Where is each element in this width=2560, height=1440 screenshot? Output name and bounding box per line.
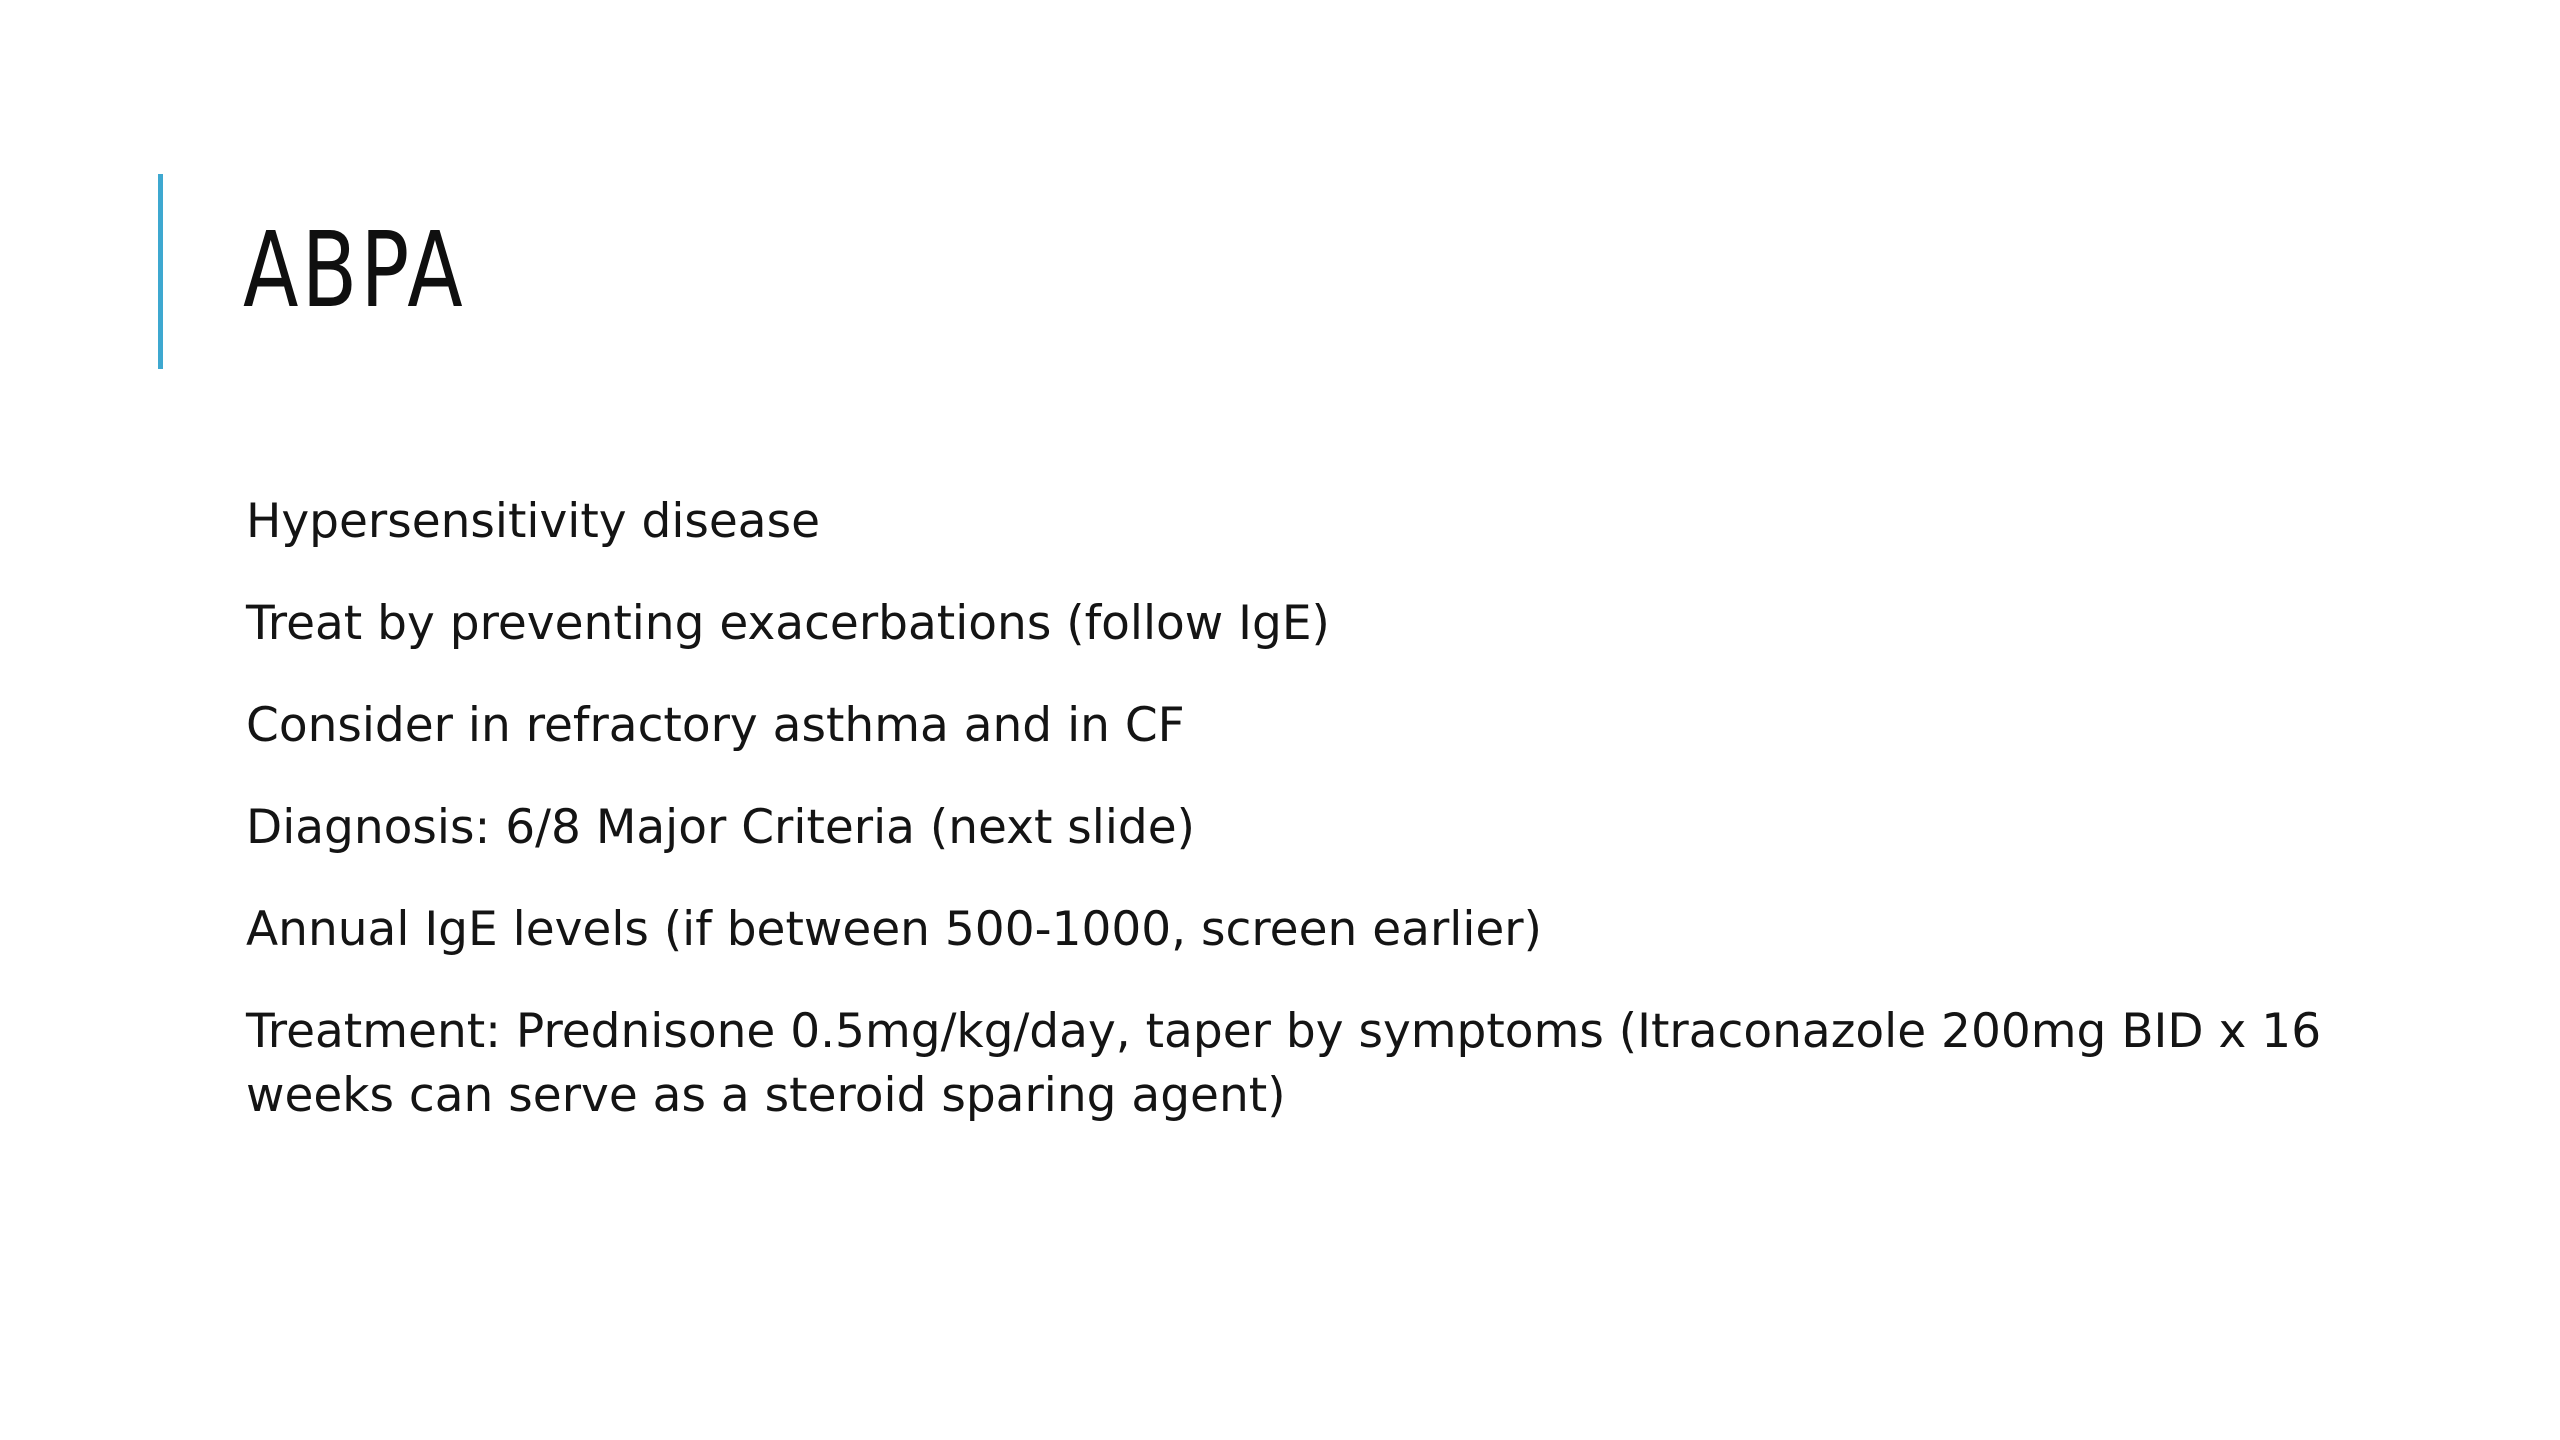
bullet-item: Annual IgE levels (if between 500-1000, screen earlier) (246, 902, 1542, 957)
title-accent-bar (158, 174, 163, 369)
bullet-item: Treat by preventing exacerbations (follow IgE) (246, 596, 1330, 651)
bullet-list (246, 490, 2386, 1166)
bullet-item: Consider in refractory asthma and in CF (246, 698, 1185, 753)
slide-title: ABPA (243, 209, 466, 331)
bullet-item: Hypersensitivity disease (246, 494, 821, 549)
bullet-item: Treatment: Prednisone 0.5mg/kg/day, taper by symptoms (Itraconazole 200mg BID x 16 weeks can serve as a steroid sparing agent) (246, 1004, 2322, 1123)
bullet-item: Diagnosis: 6/8 Major Criteria (next slide) (246, 800, 1195, 855)
